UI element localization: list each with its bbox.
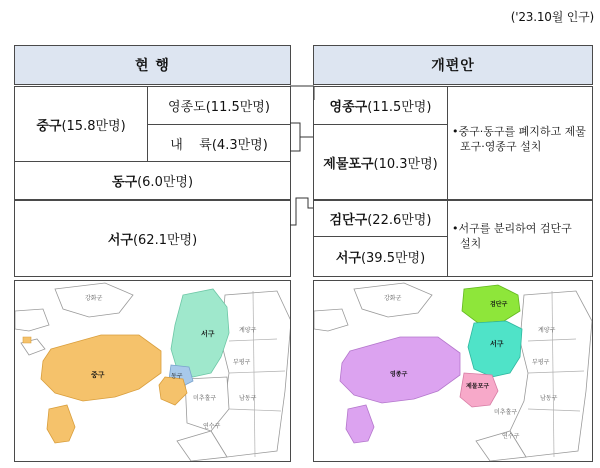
new-seogu-name: 서구 [335, 251, 361, 266]
current-header: 현 행 [14, 45, 291, 85]
jemulpogu-cell [314, 124, 448, 199]
current-table [14, 86, 291, 277]
map-left-label-bupyeong: 부평구 [233, 359, 251, 366]
map-right-label-yeonsu: 연수구 [502, 433, 520, 440]
junggu-pop: (15.8만명) [61, 118, 126, 134]
donggu-cell [15, 161, 290, 199]
map-left-label-gyeyang: 계양구 [239, 327, 257, 334]
west-island-r [314, 309, 348, 331]
reform-desc-2-line-2: 설치 [460, 237, 482, 250]
new-seogu-pop: (39.5만명) [360, 251, 426, 266]
reform-desc-2-line-1: •서구를 분리하여 검단구 [452, 222, 572, 235]
map-left-label-ganghwa: 강화군 [85, 295, 103, 302]
map-right-label-michuhol: 미추홀구 [494, 409, 518, 416]
jemulpogu-region [460, 373, 498, 407]
naeryuk-region [159, 377, 187, 405]
map-right-label-namdong: 남동구 [540, 395, 558, 402]
reform-desc-1 [452, 124, 592, 164]
new-seogu-region [468, 321, 522, 377]
reform-desc-1-line-2: 포구·영종구 설치 [460, 140, 542, 153]
muuido-region-r [346, 405, 374, 443]
map-left-label-michuhol: 미추홀구 [193, 395, 217, 402]
donggu-pop: (6.0만명) [137, 175, 194, 190]
naeryuk-cell: 내 륙(4.3만명) [148, 124, 290, 161]
junggu-name: 중구 [36, 118, 62, 134]
map-left-label-yeonsu: 연수구 [203, 423, 221, 430]
yeongjongdo-region [41, 335, 161, 401]
yeongjonggu-cell [314, 87, 448, 124]
map-left-label-namdong: 남동구 [239, 395, 257, 402]
reform-header: 개편안 [313, 45, 593, 85]
jemulpogu-pop: (10.3만명) [373, 156, 438, 172]
map-left-label-donggu: 동구 [171, 373, 183, 380]
map-right-label-geomdan: 검단구 [490, 301, 508, 308]
geomdangu-pop: (22.6만명) [367, 213, 432, 228]
jemulpogu-name: 제물포구 [323, 156, 374, 172]
reform-desc-1-line-1: •중구·동구를 폐지하고 제물 [452, 125, 586, 138]
junggu-cell [15, 87, 148, 161]
geomdangu-cell [314, 199, 448, 236]
map-right-label-bupyeong: 부평구 [532, 359, 550, 366]
reform-table [313, 86, 593, 277]
seogu-cell [15, 199, 290, 276]
seogu-pop: (62.1만명) [132, 233, 198, 248]
map-left-label-junggu: 중구 [91, 371, 105, 379]
map-right-label-jemulpo: 제물포구 [466, 383, 490, 390]
seogu-name: 서구 [107, 233, 133, 248]
map-left-label-seogu: 서구 [201, 330, 215, 338]
west-island [15, 309, 49, 331]
geomdangu-name: 검단구 [329, 213, 368, 228]
small-island-region [23, 337, 31, 343]
yeongjonggu-pop: (11.5만명) [367, 100, 432, 115]
muuido-region [47, 405, 75, 443]
map-right-label-seogu: 서구 [490, 340, 504, 348]
new-seogu-cell [314, 236, 448, 276]
yeongjongdo-cell: 영종도(11.5만명) [168, 100, 270, 115]
east-districts-r [510, 291, 592, 457]
seogu-region [171, 289, 229, 377]
reform-desc-2 [452, 221, 592, 261]
donggu-name: 동구 [111, 175, 138, 190]
reform-divider [448, 199, 592, 201]
population-date-note: ('23.10월 인구) [510, 10, 594, 24]
map-right-label-gyeyang: 계양구 [538, 327, 556, 334]
current-map [14, 280, 291, 462]
map-right-label-ganghwa: 강화군 [384, 295, 402, 302]
map-right-label-yeongjong: 영종구 [390, 371, 408, 378]
yeongjonggu-name: 영종구 [329, 100, 368, 115]
reform-map [313, 280, 593, 462]
